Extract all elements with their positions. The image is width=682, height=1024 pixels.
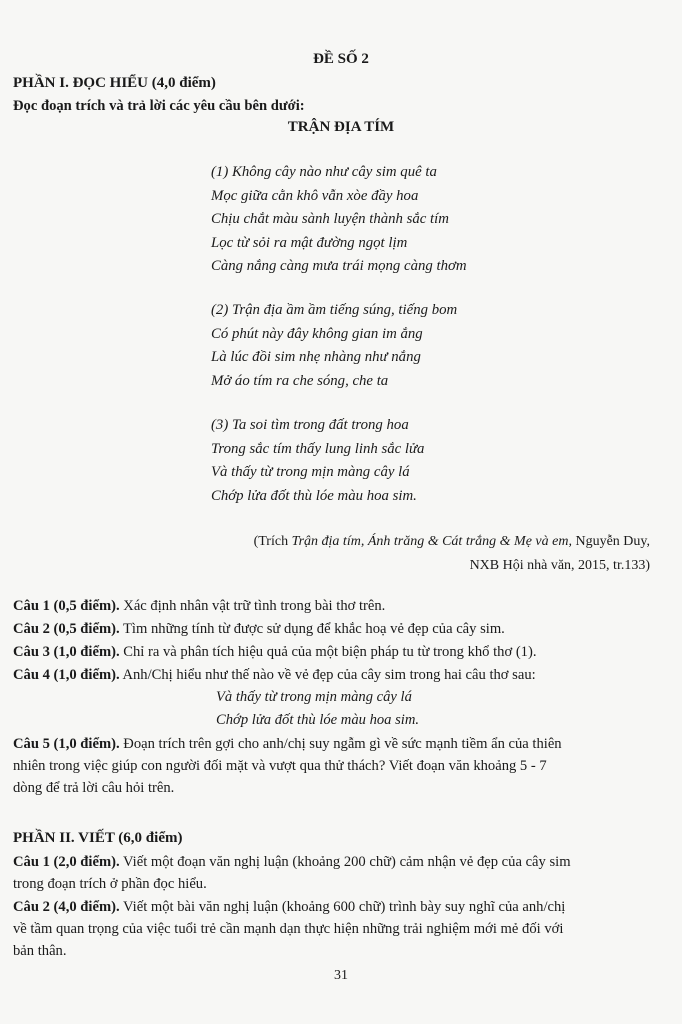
poem-line: Có phút này đây không gian im ắng <box>211 325 423 342</box>
question-text: trong đoạn trích ở phần đọc hiểu. <box>13 876 207 892</box>
poem-source <box>254 530 650 578</box>
question-text: bản thân. <box>13 943 67 959</box>
page-number: 31 <box>334 968 348 983</box>
question-text: Viết một đoạn văn nghị luận (khoảng 200 chữ) cảm nhận vẻ đẹp của cây sim <box>119 854 571 870</box>
question-text: nhiên trong việc giúp con người đối mặt và vượt qua thử thách? Viết đoạn văn khoảng 5 - 7 <box>13 758 547 774</box>
source-author: Nguyễn Duy, <box>571 534 650 549</box>
poem-line: Mở áo tím ra che sóng, che ta <box>211 372 389 389</box>
question-text: Xác định nhân vật trữ tình trong bài thơ trên. <box>119 598 386 614</box>
question-5 <box>13 733 653 799</box>
question-label: Câu 5 (1,0 điểm). <box>13 736 120 752</box>
question-text: về tầm quan trọng của việc tuổi trẻ cần mạnh dạn thực hiện những trải nghiệm mới mẻ đối với <box>13 921 564 937</box>
poem-line: Trong sắc tím thấy lung linh sắc lửa <box>211 440 425 457</box>
question-1 <box>13 595 653 617</box>
exam-title: ĐỀ SỐ 2 <box>313 51 369 67</box>
poem-line: Mọc giữa cằn khô vẫn xòe đầy hoa <box>211 187 419 204</box>
poem-line: (1) Không cây nào như cây sim quê ta <box>211 164 437 180</box>
poem-stanza-3 <box>211 414 424 508</box>
reading-instruction: Đọc đoạn trích và trả lời các yêu cầu bên dưới: <box>13 98 305 114</box>
poem-line: (2) Trận địa ầm ầm tiếng súng, tiếng bom <box>211 302 458 318</box>
question-label: Câu 4 (1,0 điểm). <box>13 667 120 683</box>
source-publisher: NXB Hội nhà văn, 2015, tr.133) <box>469 558 650 573</box>
question-label: Câu 1 (2,0 điểm). <box>13 854 120 870</box>
source-prefix: (Trích <box>253 534 292 549</box>
quote-line: Và thấy từ trong mịn màng cây lá <box>216 689 412 705</box>
poem-line: Chịu chắt màu sành luyện thành sắc tím <box>211 211 449 227</box>
question-text: Viết một bài văn nghị luận (khoảng 600 chữ) trình bày suy nghĩ của anh/chị <box>119 899 566 915</box>
poem-line: Càng nắng càng mưa trái mọng càng thơm <box>211 258 467 274</box>
part1-heading: PHẦN I. ĐỌC HIỂU (4,0 điểm) <box>13 75 216 91</box>
poem-line: (3) Ta soi tìm trong đất trong hoa <box>211 417 409 433</box>
question-label: Câu 2 (0,5 điểm). <box>13 621 120 637</box>
writing-question-1 <box>13 851 653 895</box>
source-works: Trận địa tím, Ánh trăng & Cát trắng & Mẹ và em, <box>291 534 572 549</box>
question-4 <box>13 664 653 686</box>
part2-heading: PHẦN II. VIẾT (6,0 điểm) <box>13 830 183 846</box>
poem-stanza-1 <box>211 161 467 279</box>
question-label: Câu 1 (0,5 điểm). <box>13 598 120 614</box>
question-2 <box>13 618 653 640</box>
question-text: dòng để trả lời câu hỏi trên. <box>13 780 175 796</box>
question-label: Câu 3 (1,0 điểm). <box>13 644 120 660</box>
quote-line: Chớp lửa đốt thù lóe màu hoa sim. <box>216 712 420 728</box>
poem-line: Chớp lửa đốt thù lóe màu hoa sim. <box>211 487 417 504</box>
poem-title: TRẬN ĐỊA TÍM <box>287 119 395 135</box>
question-3 <box>13 641 653 663</box>
question-text: Anh/Chị hiểu như thế nào về vẻ đẹp của cây sim trong hai câu thơ sau: <box>119 667 536 683</box>
question-text: Đoạn trích trên gợi cho anh/chị suy ngẫm gì về sức mạnh tiềm ẩn của thiên <box>119 736 562 752</box>
poem-line: Lọc từ sỏi ra mật đường ngọt lịm <box>211 234 408 251</box>
poem-line: Là lúc đồi sim nhẹ nhàng như nắng <box>211 349 421 365</box>
question-text: Tìm những tính từ được sử dụng để khắc hoạ vẻ đẹp của cây sim. <box>119 621 505 637</box>
question-label: Câu 2 (4,0 điểm). <box>13 899 120 915</box>
question-text: Chỉ ra và phân tích hiệu quả của một biện pháp tu từ trong khổ thơ (1). <box>119 644 537 660</box>
poem-line: Và thấy từ trong mịn màng cây lá <box>211 464 410 480</box>
poem-stanza-2 <box>211 299 457 393</box>
writing-question-2 <box>13 896 653 962</box>
